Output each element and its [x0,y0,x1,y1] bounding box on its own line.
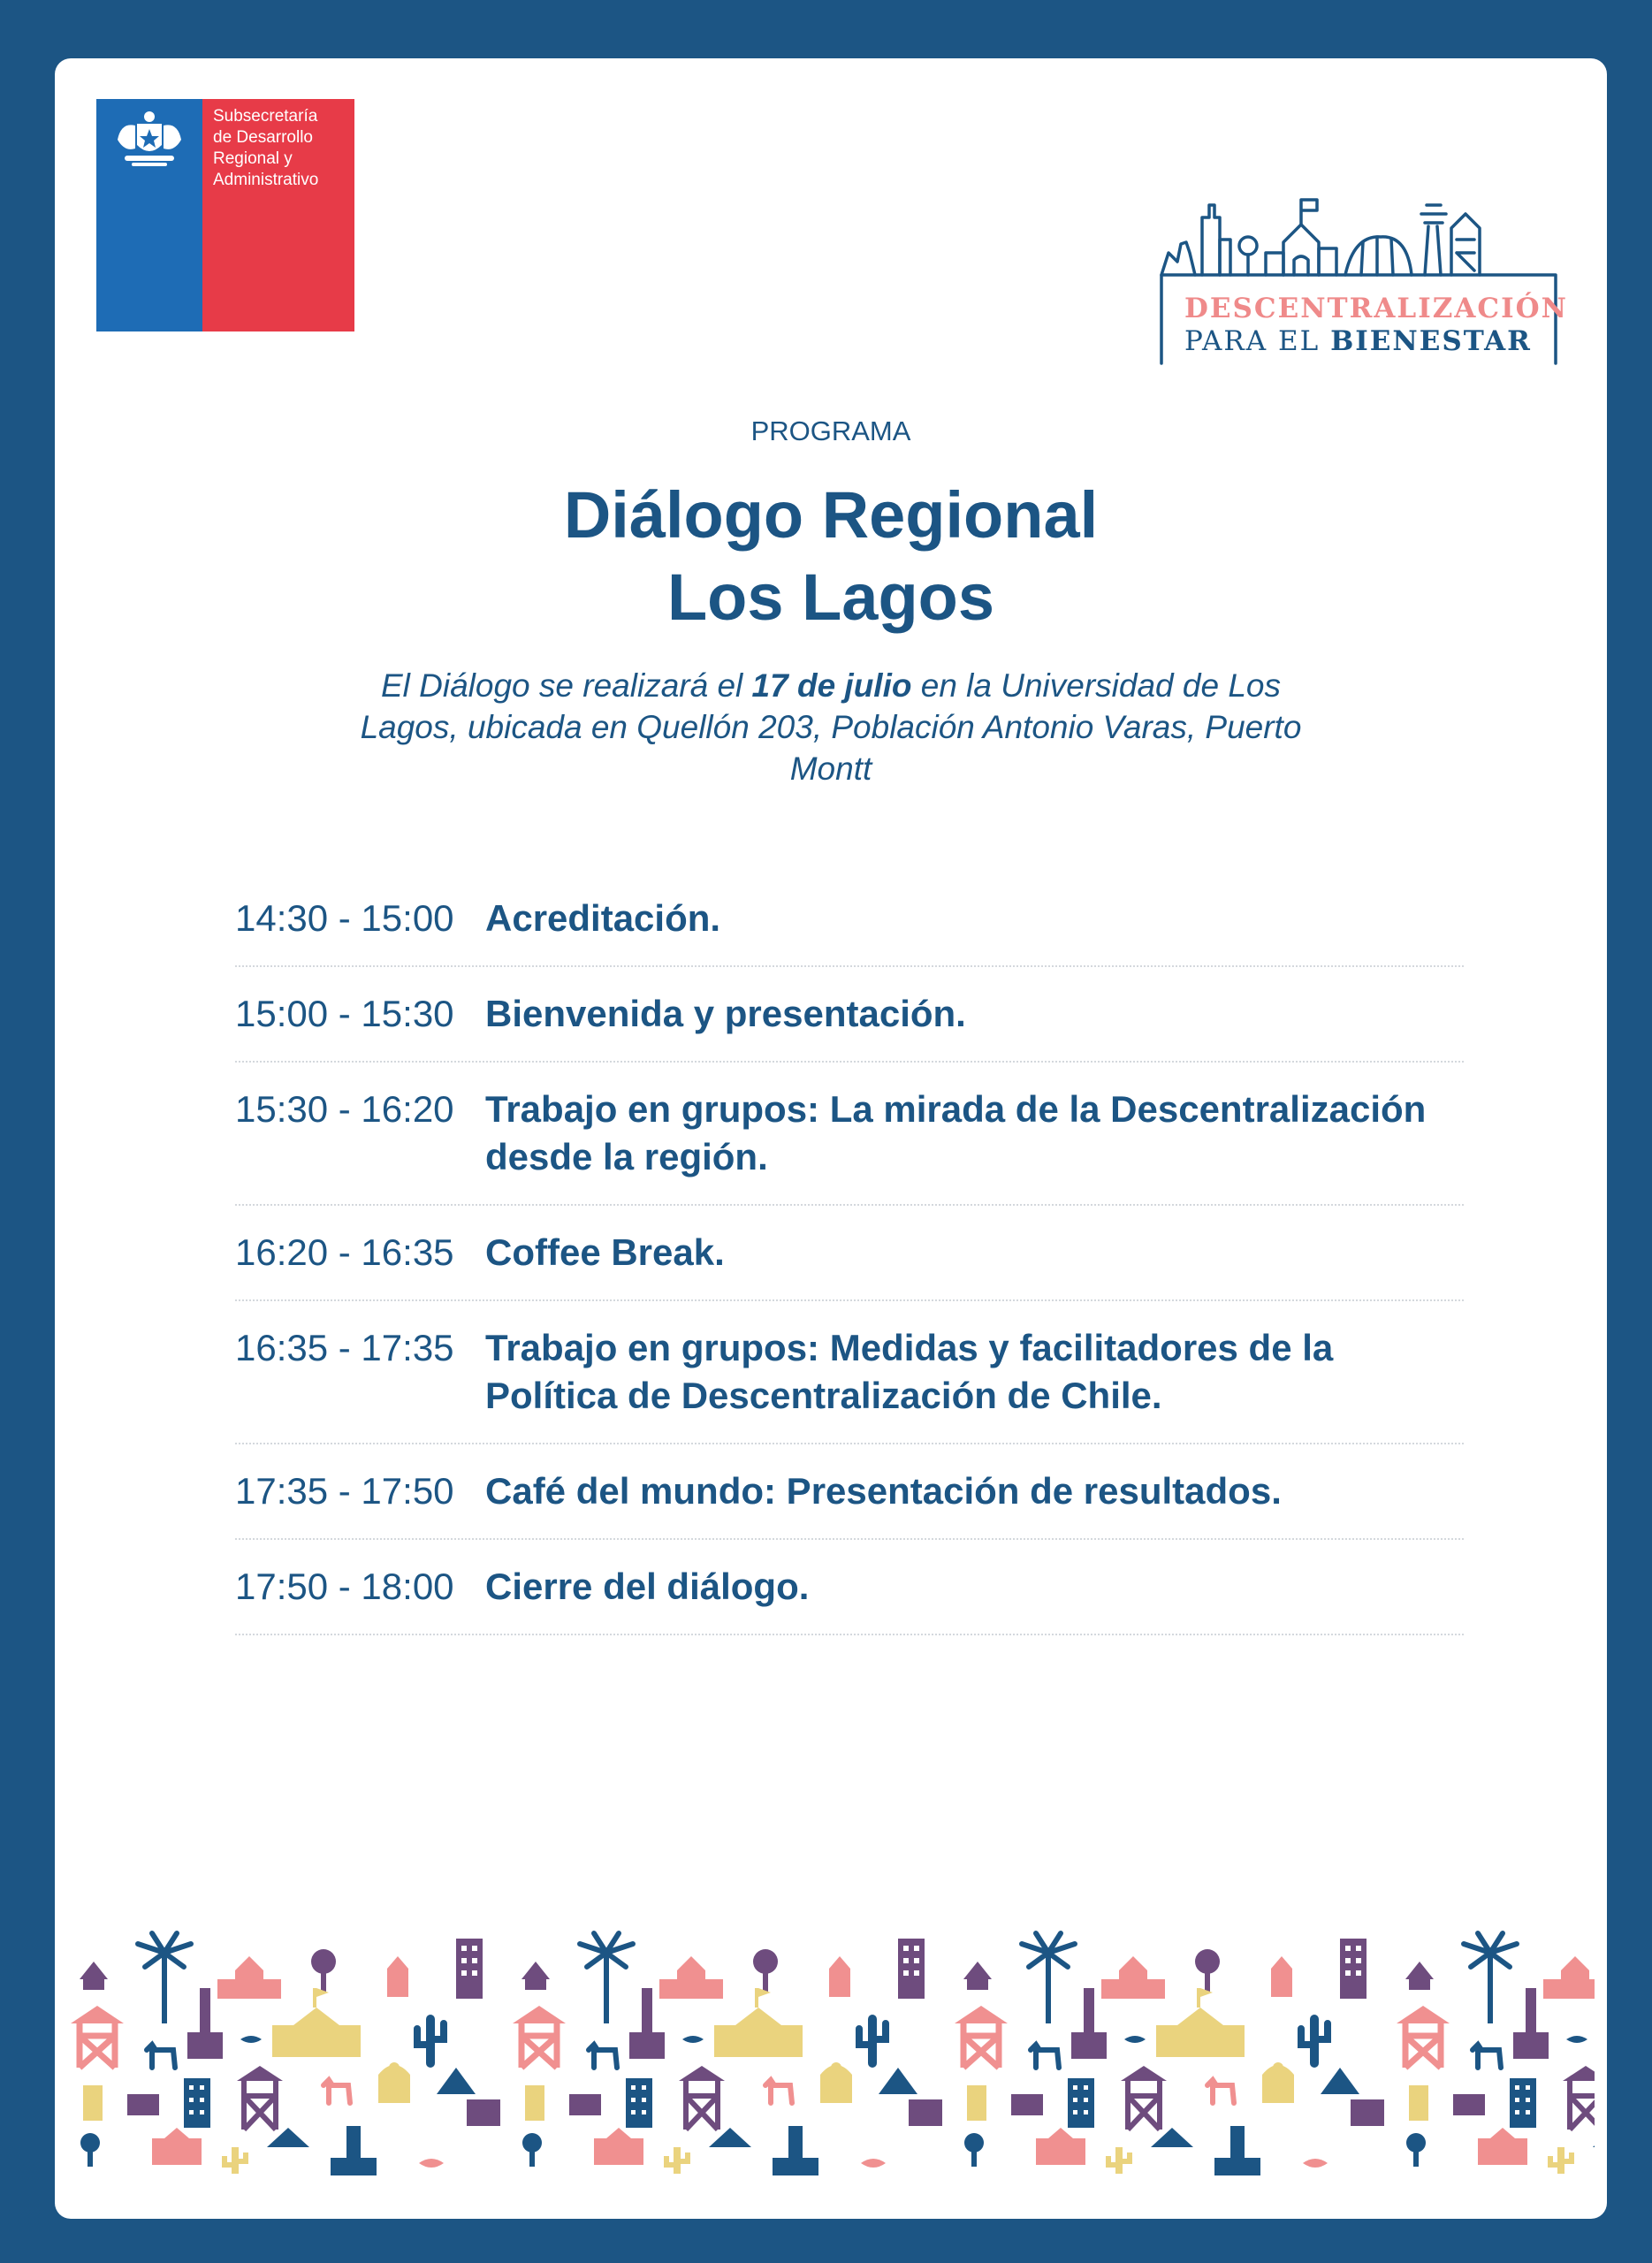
agenda-row [235,1086,1464,1206]
agenda-activity: Bienvenida y presentación. [485,993,966,1034]
brand-line-1: DESCENTRALIZACIÓN [1184,293,1568,324]
agenda-row [235,990,1464,1063]
gov-logo-line: Regional y [213,149,293,168]
agenda-time: 16:20 - 16:35 [235,1231,454,1273]
agenda-activity: Coffee Break. [485,1231,725,1273]
header-label: PROGRAMA [750,415,911,446]
description-suffix: en la Universidad de Los Lagos, ubicada en Quellón 203, Población Antonio Varas, Puerto Montt [360,667,1302,787]
agenda-time: 15:00 - 15:30 [235,993,454,1034]
brand-line-2 [1184,325,1532,357]
gov-logo-line: de Desarrollo [213,128,313,147]
brand-line-2-prefix: PARA EL [1184,325,1321,357]
event-description [346,665,1315,789]
brand-line-2-bold: BIENESTAR [1330,325,1532,357]
agenda-time: 17:50 - 18:00 [235,1566,454,1607]
government-logo [96,99,354,331]
description-prefix: El Diálogo se realizará el [380,667,743,704]
gov-logo-line: Subsecretaría [213,107,318,126]
title-line-2: Los Lagos [666,560,995,634]
page-title [55,474,1607,638]
agenda-row [235,1467,1464,1540]
coat-of-arms-icon [109,104,190,175]
agenda-activity: Café del mundo: Presentación de resultados. [485,1470,1282,1512]
agenda-time: 16:35 - 17:35 [235,1327,454,1368]
gov-logo-line: Administrativo [213,171,319,189]
agenda-activity: Acreditación. [485,897,721,939]
title-line-1: Diálogo Regional [563,478,1099,552]
agenda-activity: Trabajo en grupos: La mirada de la Descentralización desde la región. [485,1088,1427,1177]
program-card [55,58,1607,2219]
decorative-buildings-pattern [67,1926,1595,2200]
agenda-row [235,1229,1464,1301]
agenda-row [235,895,1464,967]
event-date: 17 de julio [751,667,912,704]
agenda-time: 15:30 - 16:20 [235,1088,454,1130]
agenda-row [235,1324,1464,1444]
agenda-time: 17:35 - 17:50 [235,1470,454,1512]
agenda-row [235,1563,1464,1635]
agenda-list [235,895,1464,1658]
agenda-activity: Cierre del diálogo. [485,1566,810,1607]
agenda-time: 14:30 - 15:00 [235,897,454,939]
agenda-activity: Trabajo en grupos: Medidas y facilitadores de la Política de Descentralización de Chile. [485,1327,1334,1416]
descentralizacion-logo [1160,129,1566,368]
